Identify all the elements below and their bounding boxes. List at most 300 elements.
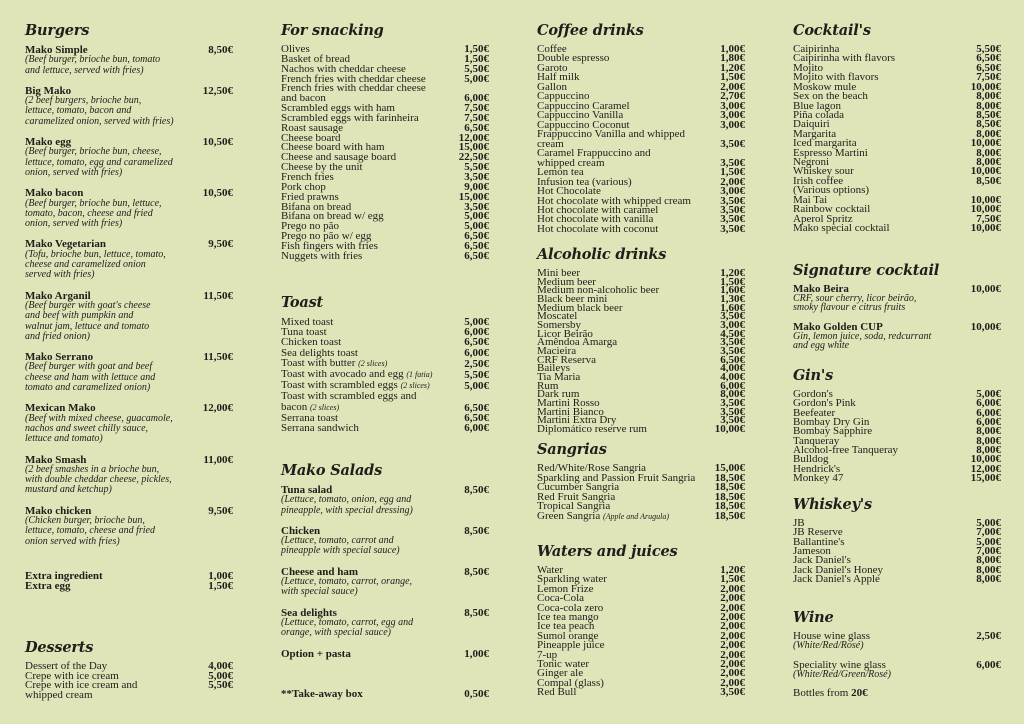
menu-item xyxy=(537,509,745,522)
item-description: (White/Red/Green/Rosé) xyxy=(793,668,891,680)
item-name-text: Somersby xyxy=(537,318,581,331)
item-price: 1,50€ xyxy=(464,43,489,55)
item-name-text: Moscatel xyxy=(537,310,578,323)
item-price: 8,50€ xyxy=(464,484,489,496)
menu-item xyxy=(537,641,745,650)
menu-item xyxy=(281,526,489,557)
item-name-text: House wine glass xyxy=(793,630,870,642)
item-price: 6,50€ xyxy=(464,239,489,252)
item-price: 6,00€ xyxy=(976,406,1001,419)
section-wine xyxy=(793,609,1001,698)
item-name-text: Baileys xyxy=(537,362,570,375)
item-name xyxy=(537,641,745,650)
item-price: 8,00€ xyxy=(976,425,1001,438)
item-price: 1,20€ xyxy=(720,267,745,279)
item-name-text: Black beer mini xyxy=(537,292,608,305)
item-price: 18,50€ xyxy=(714,490,745,503)
item-name-text: Cheese board xyxy=(281,131,341,144)
menu-item xyxy=(537,54,745,63)
item-name-text: Toast with butter xyxy=(281,356,359,369)
item-price: 22,50€ xyxy=(458,151,489,164)
item-name xyxy=(281,649,489,659)
item-name-text: Mako special cocktail xyxy=(793,222,890,235)
item-price: 2,00€ xyxy=(720,611,745,624)
item-name-text: Mai Tai xyxy=(793,193,828,206)
menu-item xyxy=(25,455,233,496)
menu-item xyxy=(537,370,745,383)
item-name-text: Prego no pão w/ egg xyxy=(281,230,372,243)
item-name xyxy=(537,73,745,82)
menu-item xyxy=(25,45,233,76)
item-price: 2,00€ xyxy=(720,648,745,661)
item-name-text: Infusion tea (various) xyxy=(537,175,632,188)
section-burgers xyxy=(25,22,233,557)
menu-item xyxy=(281,649,489,659)
menu-item xyxy=(793,575,1001,584)
item-description: (Beef with mixed cheese, guacamole, nachos and sweet chilly sauce, lettuce and tomato) xyxy=(25,412,173,445)
item-name-text: Mako Vegetarian xyxy=(25,238,106,251)
section-title: Alcoholic drinks xyxy=(537,246,667,263)
item-price: 3,50€ xyxy=(720,213,745,226)
item-price: 10,00€ xyxy=(970,283,1001,295)
menu-item xyxy=(25,188,233,229)
item-name-text: Mako Golden CUP xyxy=(793,320,883,333)
item-name-text: Frappuccino Vanilla and whipped cream xyxy=(537,128,685,150)
item-name-text: Whiskey sour xyxy=(793,165,854,178)
item-name-text: Hot chocolate with vanilla xyxy=(537,213,654,226)
item-description: (Lettuce, tomato, onion, egg and pineapple, with special dressing) xyxy=(281,494,413,516)
item-name xyxy=(25,688,233,701)
item-price: 5,00€ xyxy=(464,220,489,233)
item-name-text: Jack Daniel's Honey xyxy=(793,563,883,576)
item-name-text: Fish fingers with fries xyxy=(281,239,378,252)
section-whiskey-s xyxy=(793,496,1001,584)
item-name-text: Martini Rosso xyxy=(537,396,600,409)
item-name-text: Nachos with cheddar cheese xyxy=(281,62,406,75)
item-name-text: Daiquiri xyxy=(793,118,830,131)
item-price: 5,00€ xyxy=(208,669,233,682)
item-name-text: Sea delights xyxy=(281,606,337,619)
item-name-text: Aperol Spritz xyxy=(793,212,853,225)
menu-item xyxy=(25,581,233,591)
section-title: Mako Salads xyxy=(281,462,383,479)
item-name-text: (Various options) xyxy=(793,184,870,197)
item-name-text: Beefeater xyxy=(793,406,836,419)
section-title: For snacking xyxy=(281,22,384,39)
item-price-inline: 20€ xyxy=(851,687,868,700)
menu-item xyxy=(281,608,489,639)
item-price: 6,50€ xyxy=(464,411,489,424)
item-price: 2,00€ xyxy=(720,592,745,605)
item-price: 2,00€ xyxy=(720,676,745,689)
item-price: 1,50€ xyxy=(720,71,745,84)
item-price: 2,00€ xyxy=(720,582,745,595)
item-price: 15,00€ xyxy=(458,141,489,154)
section-desserts xyxy=(25,639,233,700)
item-name-text: Coca-cola zero xyxy=(537,601,604,614)
item-name-text: Rainbow cocktail xyxy=(793,203,871,216)
item-name-text: Big Mako xyxy=(25,84,72,97)
item-price: 2,00€ xyxy=(720,80,745,93)
item-description: (2 beef burgers, brioche bun, lettuce, tomato, bacon and caramelized onion, served with fries) xyxy=(25,95,174,127)
item-name-text: Double espresso xyxy=(537,52,610,65)
item-name-text: Blue lagon xyxy=(793,99,841,112)
item-price: 8,50€ xyxy=(976,118,1001,131)
item-name-text: Mexican Mako xyxy=(25,402,96,415)
item-price: 1,80€ xyxy=(720,52,745,65)
item-name-text: Martini Bianco xyxy=(537,405,604,418)
item-price: 5,00€ xyxy=(464,316,489,328)
item-price: 6,50€ xyxy=(976,52,1001,65)
item-price: 5,00€ xyxy=(464,210,489,223)
menu-item xyxy=(793,689,1001,698)
item-price: 3,50€ xyxy=(720,194,745,207)
item-name-text: Bulldog xyxy=(793,453,829,466)
item-price: 10,00€ xyxy=(970,80,1001,93)
section-title: Cocktail's xyxy=(793,22,871,39)
item-price: 3,50€ xyxy=(720,203,745,216)
menu-item xyxy=(537,688,745,697)
item-name-text: Cheese and ham xyxy=(281,565,359,578)
item-price: 15,00€ xyxy=(970,472,1001,485)
item-price: 11,00€ xyxy=(203,453,233,466)
item-name-text: Red Bull xyxy=(537,686,577,699)
item-price: 3,00€ xyxy=(720,99,745,112)
item-price: 6,50€ xyxy=(464,230,489,243)
item-description: (Beef burger with goat and beef cheese and ham with lettuce and tomato and caramelized onion) xyxy=(25,361,156,394)
section-for-snacking xyxy=(281,22,489,262)
item-name-text: Cappuccino Coconut xyxy=(537,118,630,131)
item-price: 10,00€ xyxy=(714,422,745,435)
item-price: 10,00€ xyxy=(970,203,1001,216)
item-name-text: Caipirinha with flavors xyxy=(793,52,896,65)
item-note: (1 fatia) xyxy=(406,370,433,380)
item-name-text: Licor Beirão xyxy=(537,327,593,340)
item-name-text: Scrambled eggs with farinheira xyxy=(281,111,419,124)
item-name-text: Mojito xyxy=(793,61,823,74)
item-price: 15,00€ xyxy=(458,190,489,203)
menu-item xyxy=(793,632,1001,651)
item-price: 18,50€ xyxy=(714,509,745,522)
item-price: 18,50€ xyxy=(714,481,745,494)
item-price: 3,50€ xyxy=(720,344,745,357)
item-price: 1,00€ xyxy=(720,43,745,55)
item-price: 10,00€ xyxy=(970,453,1001,466)
item-price: 4,50€ xyxy=(720,327,745,340)
item-price: 5,50€ xyxy=(464,62,489,75)
item-price: 8,00€ xyxy=(976,127,1001,140)
item-name xyxy=(537,688,745,697)
item-price: 7,00€ xyxy=(976,545,1001,558)
section-title: Wine xyxy=(793,609,834,626)
menu-item xyxy=(25,352,233,393)
item-name-text: Sea delights toast xyxy=(281,346,358,359)
item-name-text: Scrambled eggs with ham xyxy=(281,102,395,115)
item-name-text: **Take-away box xyxy=(281,688,363,700)
item-price: 8,00€ xyxy=(976,554,1001,567)
item-name-text: Cappuccino Vanilla xyxy=(537,109,624,122)
menu-item xyxy=(25,239,233,280)
item-price: 18,50€ xyxy=(714,471,745,484)
menu-column xyxy=(537,0,745,724)
item-name-text: Diplomático reserve rum xyxy=(537,422,647,435)
section-title: Desserts xyxy=(25,639,94,656)
menu-item xyxy=(281,689,489,699)
item-price: 2,00€ xyxy=(720,658,745,671)
item-name-text: Sex on the beach xyxy=(793,90,868,103)
section-title: Coffee drinks xyxy=(537,22,644,39)
menu-item xyxy=(793,474,1001,483)
item-name-text: Monkey 47 xyxy=(793,472,844,485)
item-price: 7,00€ xyxy=(976,526,1001,539)
menu-item xyxy=(793,658,1001,680)
item-name-text: Alcohol-free Tanqueray xyxy=(793,444,899,457)
item-name-text: Rum xyxy=(537,379,559,392)
section-title: Toast xyxy=(281,294,324,311)
item-note: (Apple and Arugula) xyxy=(602,511,670,521)
item-name-text: Tia Maria xyxy=(537,370,581,383)
section-cocktail-s xyxy=(793,22,1001,233)
item-name-text: Bombay Dry Gin xyxy=(793,416,870,429)
item-price: 2,50€ xyxy=(976,630,1001,642)
section-toast xyxy=(281,294,489,433)
item-name-text: Mako Arganil xyxy=(25,289,91,302)
item-price: 1,50€ xyxy=(720,166,745,179)
item-description: (White/Red/Rosé) xyxy=(793,640,864,652)
item-name xyxy=(537,54,745,63)
item-name-text: Toast with avocado and egg xyxy=(281,368,407,381)
item-price: 5,00€ xyxy=(464,72,489,85)
menu-item xyxy=(281,567,489,598)
item-name-text: Dessert of the Day xyxy=(25,660,108,672)
item-price: 0,50€ xyxy=(464,688,489,700)
item-name-text: Cheese by the unit xyxy=(281,161,363,174)
item-price: 8,50€ xyxy=(976,174,1001,187)
item-name-text: Hot Chocolate xyxy=(537,185,601,198)
menu-item xyxy=(537,222,745,235)
item-price: 1,50€ xyxy=(208,580,233,592)
item-price: 4,00€ xyxy=(208,660,233,672)
item-price: 5,00€ xyxy=(464,380,489,393)
item-name-text: 7-up xyxy=(537,648,558,661)
item-name-text: JB xyxy=(793,517,805,529)
item-price: 7,50€ xyxy=(976,71,1001,84)
item-price: 6,00€ xyxy=(464,422,489,435)
item-price: 8,50€ xyxy=(464,565,489,578)
item-price: 1,60€ xyxy=(720,284,745,297)
item-price: 8,50€ xyxy=(464,524,489,537)
item-price: 8,00€ xyxy=(976,156,1001,169)
item-price: 8,00€ xyxy=(976,573,1001,586)
item-name xyxy=(281,423,489,433)
section-gin-s xyxy=(793,367,1001,483)
item-price: 3,00€ xyxy=(720,118,745,131)
item-name-text: Caipirinha xyxy=(793,43,840,55)
section-title: Burgers xyxy=(25,22,90,39)
item-price: 6,00€ xyxy=(976,658,1001,671)
section-extras xyxy=(25,571,233,591)
item-price: 6,00€ xyxy=(976,397,1001,410)
item-price: 5,00€ xyxy=(976,388,1001,400)
item-description: Gin, lemon juice, soda, redcurrant and egg white xyxy=(793,330,932,352)
item-price: 8,00€ xyxy=(976,434,1001,447)
item-name-text: Moskow mule xyxy=(793,80,857,93)
item-price: 6,00€ xyxy=(464,92,489,105)
item-price: 9,50€ xyxy=(208,504,233,517)
item-price: 3,50€ xyxy=(720,396,745,409)
item-name-text: Pineapple juice xyxy=(537,639,605,652)
item-name-text: Dark rum xyxy=(537,388,580,401)
item-name-text: Medium black beer xyxy=(537,301,623,314)
item-price: 11,50€ xyxy=(203,351,233,364)
menu-item xyxy=(793,285,1001,313)
menu-item xyxy=(537,73,745,82)
item-price: 10,00€ xyxy=(970,320,1001,333)
item-name-text: Sparkling water xyxy=(537,573,607,586)
item-price: 3,50€ xyxy=(720,222,745,235)
item-name-text: Ice tea mango xyxy=(537,611,599,624)
item-name-text: Olives xyxy=(281,43,310,55)
item-price: 10,00€ xyxy=(970,165,1001,178)
item-price: 5,50€ xyxy=(464,161,489,174)
item-name-text: whipped cream xyxy=(25,688,93,701)
item-price: 6,50€ xyxy=(464,121,489,134)
item-name-text: Water xyxy=(537,564,563,576)
item-name-text: JB Reserve xyxy=(793,526,843,539)
item-price: 2,00€ xyxy=(720,629,745,642)
item-description: (Lettuce, tomato, carrot, egg and orange, with special sauce) xyxy=(281,616,414,639)
item-price: 6,50€ xyxy=(464,336,489,349)
item-price: 3,00€ xyxy=(720,185,745,198)
item-name-text: Mixed toast xyxy=(281,316,334,328)
item-description: (Beef burger, brioche bun, lettuce, tomato, bacon, cheese and fried onion, served with fries) xyxy=(25,197,162,230)
item-name-text: Negroni xyxy=(793,156,830,169)
section-extras xyxy=(281,689,489,699)
item-price: 2,50€ xyxy=(464,357,489,370)
item-price: 3,50€ xyxy=(720,336,745,349)
item-price: 6,50€ xyxy=(464,401,489,414)
item-name-text: Cheese and sausage board xyxy=(281,151,397,164)
item-name-text: Irish coffee xyxy=(793,174,844,187)
menu-item xyxy=(281,391,489,412)
item-price: 2,00€ xyxy=(720,175,745,188)
menu-item xyxy=(537,422,745,435)
item-price: 10,00€ xyxy=(970,137,1001,150)
item-name xyxy=(25,581,233,591)
item-name-text: Crepe with ice cream xyxy=(25,669,119,682)
item-name xyxy=(793,575,1001,584)
item-name-text: Sumol orange xyxy=(537,629,599,642)
item-price: 12,00€ xyxy=(458,131,489,144)
item-name-text: Extra ingredient xyxy=(25,570,103,582)
item-name-text: Bottles from xyxy=(793,687,852,700)
section-title: Waters and juices xyxy=(537,543,678,560)
item-name-text: Green Sangria xyxy=(537,509,603,522)
item-description: (Lettuce, tomato, carrot and pineapple with special sauce) xyxy=(281,535,400,557)
item-price: 3,50€ xyxy=(720,310,745,323)
item-description: (Beef burger, brioche bun, cheese, lettuce, tomato, egg and caramelized onion, served with fries) xyxy=(25,146,173,178)
item-name-text: Pork chop xyxy=(281,180,326,193)
section-mako-salads xyxy=(281,462,489,669)
item-name-text: Amêndoa Amarga xyxy=(537,336,618,349)
item-price: 6,00€ xyxy=(720,379,745,392)
item-name xyxy=(793,689,1001,698)
item-name-text: Cucumber Sangria xyxy=(537,481,620,494)
item-description: (Beef burger, brioche bun, tomato and lettuce, served with fries) xyxy=(25,54,161,76)
item-name-text: Cappuccino Caramel xyxy=(537,99,630,112)
item-name-text: Red/White/Rose Sangria xyxy=(537,462,647,474)
item-description: (Chicken burger, brioche bun, lettuce, tomato, cheese and fried onion served with fries) xyxy=(25,514,155,547)
item-price: 3,00€ xyxy=(720,318,745,331)
item-name-text: Mojito with flavors xyxy=(793,71,879,84)
item-name-text: Tropical Sangria xyxy=(537,500,611,513)
item-price: 12,00€ xyxy=(970,462,1001,475)
item-price: 5,50€ xyxy=(976,43,1001,55)
item-name-text: Macieira xyxy=(537,344,577,357)
item-name-text: Ginger ale xyxy=(537,667,584,680)
item-name-text: Tonic water xyxy=(537,658,590,671)
item-name-text: Bombay Sapphire xyxy=(793,425,873,438)
item-price: 1,30€ xyxy=(720,292,745,305)
item-price: 5,50€ xyxy=(464,369,489,382)
menu-item xyxy=(793,320,1001,352)
item-name-text: Gordon's xyxy=(793,388,833,400)
item-name-text: Medium non-alcoholic beer xyxy=(537,284,660,297)
item-price: 1,00€ xyxy=(208,570,233,582)
item-name-text: Extra egg xyxy=(25,580,71,592)
section-sangrias xyxy=(537,441,745,522)
item-price: 7,50€ xyxy=(976,212,1001,225)
item-name-text: Mako Smash xyxy=(25,453,87,466)
item-name-text: Lemon Frize xyxy=(537,582,594,595)
item-name-text: Hot chocolate with caramel xyxy=(537,203,659,216)
item-name-text: Martini Extra Dry xyxy=(537,414,617,427)
item-name xyxy=(281,689,489,699)
item-name-text: Fried prawns xyxy=(281,190,339,203)
item-name-text: Compal (glass) xyxy=(537,676,604,689)
item-name-text: Crepe with ice cream and xyxy=(25,679,138,692)
item-name-text: Jack Daniel's xyxy=(793,554,851,567)
item-name-text: Speciality wine glass xyxy=(793,658,886,671)
section-title: Whiskey's xyxy=(793,496,872,513)
item-name-text: Ice tea peach xyxy=(537,620,595,633)
item-price: 8,50€ xyxy=(464,606,489,619)
item-price: 3,50€ xyxy=(720,137,745,150)
menu-column xyxy=(25,0,233,724)
item-price: 3,50€ xyxy=(720,156,745,169)
item-price: 1,20€ xyxy=(720,564,745,576)
item-name-text: Serrana toast xyxy=(281,411,339,424)
menu-item xyxy=(25,291,233,342)
item-name-text: Margarita xyxy=(793,127,837,140)
item-price: 10,50€ xyxy=(202,187,233,200)
section-alcoholic-drinks xyxy=(537,246,745,433)
menu-item xyxy=(25,86,233,127)
item-name-text: Mako Simple xyxy=(25,44,88,56)
item-name-text: Toast with scrambled eggs and bacon xyxy=(281,390,417,413)
item-description: (Tofu, brioche bun, lettuce, tomato, cheese and caramelized onion served with fries) xyxy=(25,248,166,281)
item-price: 10,00€ xyxy=(970,222,1001,235)
item-price: 11,50€ xyxy=(203,289,233,302)
section-waters-and-juices xyxy=(537,543,745,698)
item-name-text: Gordon's Pink xyxy=(793,397,856,410)
item-name xyxy=(281,391,489,412)
item-name-text: Half milk xyxy=(537,71,580,84)
item-price: 9,50€ xyxy=(208,238,233,251)
item-name-text: Chicken toast xyxy=(281,336,342,349)
menu-item xyxy=(25,506,233,547)
item-description: (2 beef smashes in a brioche bun, with double cheddar cheese, pickles, mustard and ketchup) xyxy=(25,463,172,496)
